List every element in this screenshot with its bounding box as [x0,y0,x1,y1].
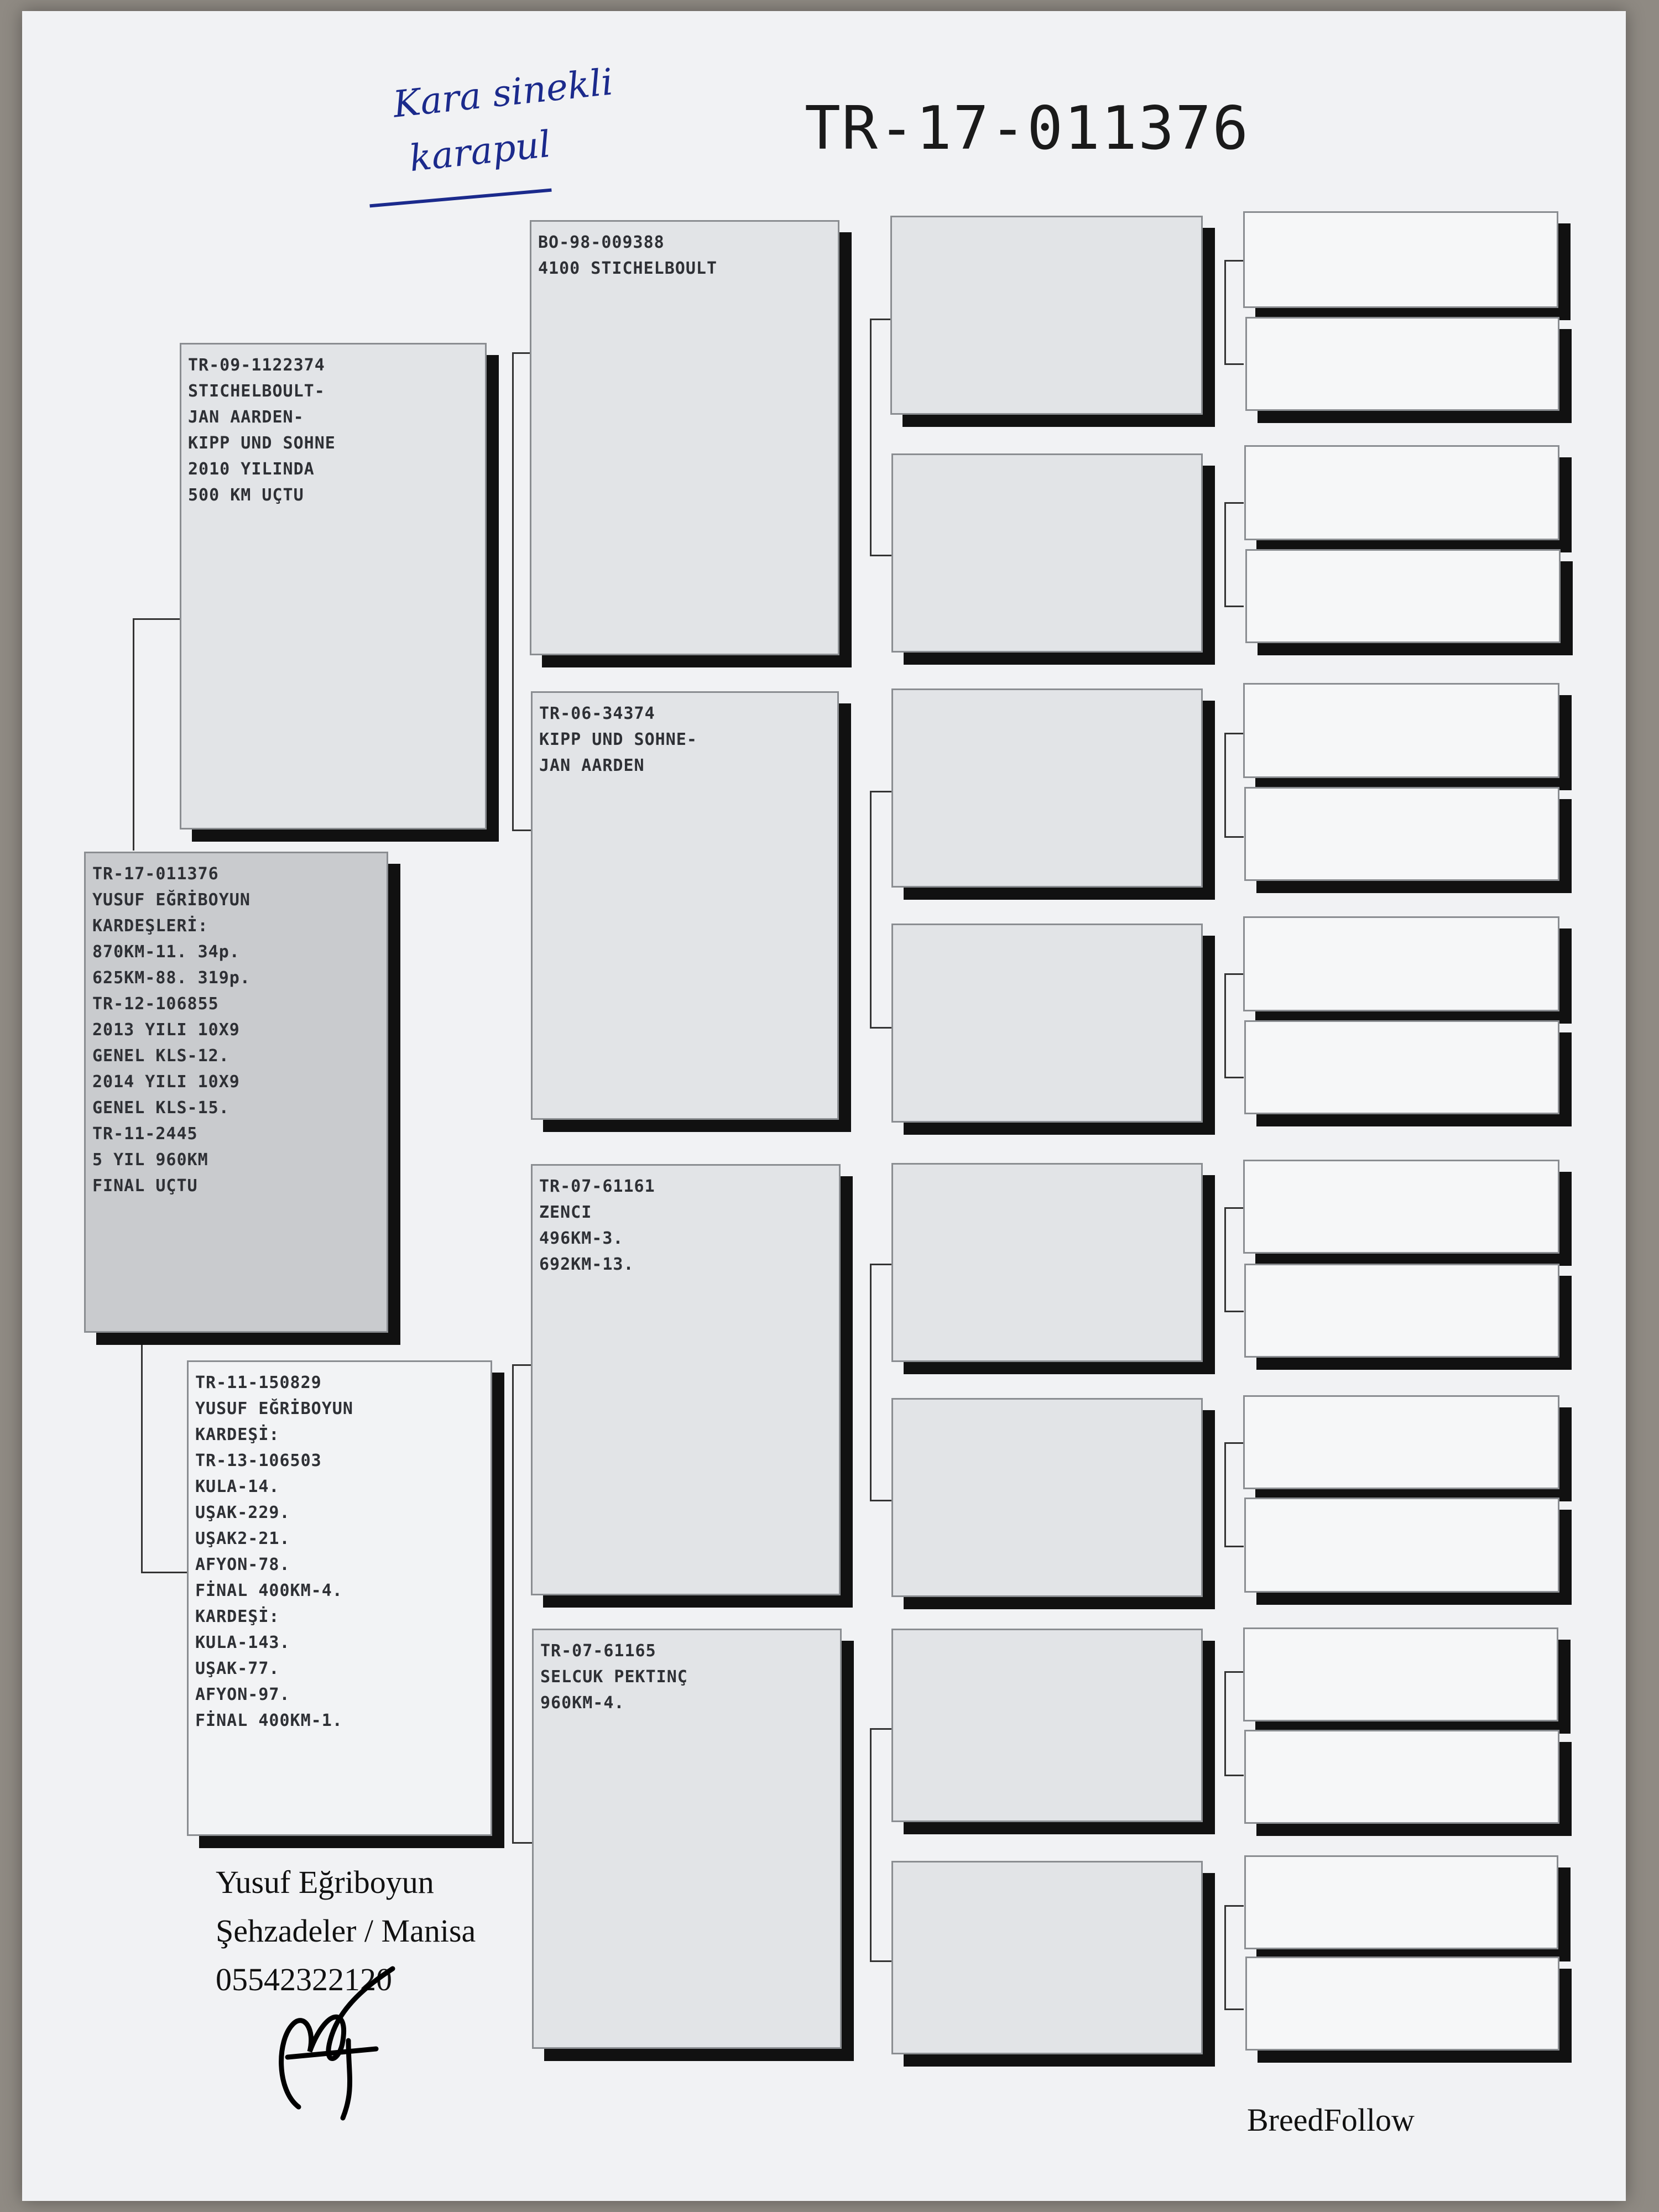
connector [512,1364,514,1843]
connector [1224,973,1244,975]
handwritten-note-line-1: Kara sinekli [391,60,615,126]
owner-name: Yusuf Eğriboyun [216,1864,434,1900]
ring-number-title: TR-17-011376 [805,94,1250,163]
connector [1224,1207,1226,1312]
grandparent-card [530,220,839,655]
grandparent-line: TR-07-61165 [540,1641,656,1661]
grandparent-line: SELCUK PEKTINÇ [540,1667,688,1687]
ancestor-card-gen4 [1244,787,1559,881]
connector [1224,1905,1226,2010]
connector [870,1027,892,1029]
dam-lines: TR-11-150829 YUSUF EĞRİBOYUN KARDEŞİ: TR-13-106503 KULA-14. UŞAK-229. UŞAK2-21. AFYON-78. FİNAL 400KM-4. KARDEŞİ: KULA-143. UŞAK-77. AFYON-97. FİNAL 400KM-1. [195,1373,353,1730]
grandparent-line: JAN AARDEN [539,756,645,775]
ancestor-card-gen4 [1244,1264,1559,1358]
connector [133,618,181,620]
connector [1224,1546,1244,1547]
subject-card [84,852,388,1333]
great-grandparent-card [891,1861,1203,2054]
ancestor-card-gen4 [1245,1957,1559,2051]
connector [870,319,872,556]
connector [512,352,514,831]
connector [870,1500,892,1501]
grandparent-line: BO-98-009388 [538,233,665,252]
great-grandparent-card [891,924,1203,1123]
connector [1224,1442,1244,1444]
grandparent-line: TR-07-61161 [539,1177,655,1196]
brand-footer: BreedFollow [1247,2102,1415,2138]
connector [141,1341,143,1573]
sire-lines: TR-09-1122374 STICHELBOULT- JAN AARDEN- KIPP UND SOHNE 2010 YILINDA 500 KM UÇTU [188,356,336,505]
connector [1224,836,1244,838]
connector [1224,1311,1244,1312]
grandparent-line: KIPP UND SOHNE- [539,730,697,749]
connector [870,791,892,792]
connector [870,1264,872,1501]
connector [133,618,134,851]
connector [1224,733,1226,838]
connector [1224,260,1244,262]
connector [1224,1442,1226,1547]
owner-phone: 05542322120 [216,1961,392,1997]
connector [1224,1077,1244,1078]
connector [1224,260,1226,365]
great-grandparent-card [891,453,1203,653]
connector [1224,733,1244,734]
ancestor-card-gen4 [1243,211,1558,308]
grandparent-card [532,1629,842,2049]
ancestor-card-gen4 [1243,1395,1559,1489]
ancestor-card-gen4 [1243,916,1559,1011]
connector [870,1728,872,1961]
connector [1224,1905,1244,1907]
connector [1224,2008,1244,2010]
grandparent-line: 692KM-13. [539,1255,634,1274]
connector [1224,502,1226,607]
ancestor-card-gen4 [1244,1498,1559,1593]
grandparent-line: 496KM-3. [539,1229,624,1248]
grandparent-line: TR-06-34374 [539,704,655,723]
owner-location: Şehzadeler / Manisa [216,1913,476,1949]
great-grandparent-card [891,1629,1203,1822]
grandparent-line: 960KM-4. [540,1693,625,1713]
connector [870,1264,892,1265]
grandparent-line: 4100 STICHELBOULT [538,259,718,278]
great-grandparent-card [891,688,1203,888]
ancestor-card-gen4 [1244,1730,1559,1824]
connector [1224,363,1244,365]
connector [870,555,892,556]
grandparent-card [531,1164,841,1595]
grandparent-card [531,691,839,1120]
connector [1224,502,1244,504]
connector [1224,1775,1244,1776]
handwritten-note-line-2: karapul [407,122,553,180]
great-grandparent-card [891,1398,1203,1597]
ancestor-card-gen4 [1244,1855,1558,1949]
ancestor-card-gen4 [1245,549,1561,643]
connector [870,791,872,1029]
ancestor-card-gen4 [1244,1020,1559,1114]
grandparent-line: ZENCI [539,1203,592,1222]
signature-icon [265,1958,409,2124]
connector [1224,1671,1244,1673]
ancestor-card-gen4 [1244,445,1559,540]
connector [1224,1671,1226,1776]
subject-lines: TR-17-011376 YUSUF EĞRİBOYUN KARDEŞLERİ: 870KM-11. 34p. 625KM-88. 319p. TR-12-106855 2013 YILI 10X9 GENEL KLS-12. 2014 YILI 10X9 GENEL KLS-15. TR-11-2445 5 YIL 960KM FINAL UÇTU [92,864,251,1196]
ancestor-card-gen4 [1243,1627,1558,1721]
great-grandparent-card [890,216,1203,415]
connector [512,1842,534,1844]
connector [870,319,892,320]
connector [1224,606,1244,607]
connector [1224,1207,1244,1209]
connector [1224,973,1226,1078]
connector [870,1728,892,1730]
dam-card [187,1360,492,1836]
ancestor-card-gen4 [1243,683,1559,778]
ancestor-card-gen4 [1245,317,1559,411]
sire-card [180,343,487,830]
great-grandparent-card [891,1163,1203,1362]
connector [141,1572,188,1573]
ancestor-card-gen4 [1243,1160,1559,1254]
connector [870,1960,892,1962]
